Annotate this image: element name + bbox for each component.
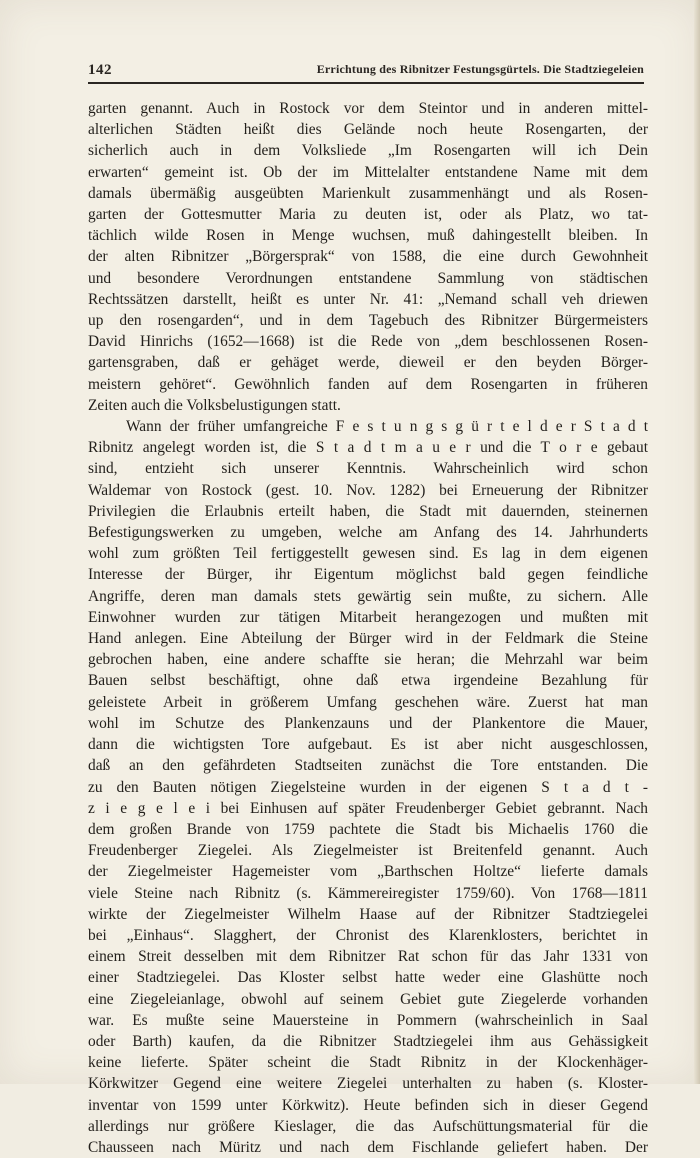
page-number: 142 <box>88 62 112 78</box>
text-line: dem großen Brande von 1759 pachtete die Stadt bis Michaelis 1760 die <box>88 820 648 838</box>
text-line: wohl zum größten Teil fertiggestellt gewesen sind. Es lag in dem eigenen <box>88 545 648 563</box>
text-line: Ribnitz angelegt worden ist, die S t a d t m a u e r und die T o r e gebaut <box>88 439 648 457</box>
text-line: Rechtssätzen darstellt, heißt es unter Nr. 41: „Nemand schall veh driewen <box>88 290 648 308</box>
text-line: sicherlich auch in dem Volksliede „Im Rosengarten will ich Dein <box>88 142 648 160</box>
text-line: gebrochen haben, eine andere schaffte sie heran; die Mehrzahl war beim <box>88 651 648 669</box>
text-line: keine lieferte. Später scheint die Stadt Ribnitz in der Klockenhäger- <box>88 1054 648 1072</box>
text-line: garten genannt. Auch in Rostock vor dem Steintor und in anderen mittel- <box>88 100 648 117</box>
text-line: Einwohner wurden zur tätigen Mitarbeit herangezogen und mußten mit <box>88 608 648 626</box>
text-line: wohl im Schutze des Plankenzauns und der Plankentore die Mauer, <box>88 714 648 732</box>
text-line: Privilegien die Erlaubnis erteilt haben, die Stadt mit dauernden, steinernen <box>88 502 648 520</box>
running-head: Errichtung des Ribnitzer Festungsgürtels. Die Stadtziegeleien <box>316 62 644 76</box>
text-line: Körkwitzer Gegend eine weitere Ziegelei unterhalten zu haben (s. Kloster- <box>88 1075 648 1093</box>
text-line: und besondere Verordnungen entstandene Sammlung von städtischen <box>88 269 648 287</box>
text-line: daß an den gefährdeten Stadtseiten zunächst die Tore entstanden. Die <box>88 757 648 775</box>
text-line: geleistete Arbeit in größerem Umfang geschehen wäre. Zuerst hat man <box>88 693 648 711</box>
body-text <box>88 98 648 1158</box>
text-line: Wann der früher umfangreiche F e s t u n g s g ü r t e l d e r S t a d t <box>126 418 648 436</box>
text-line: war. Es mußte seine Mauersteine in Pommern (wahrscheinlich in Saal <box>88 1011 648 1029</box>
header-rule <box>88 82 644 84</box>
text-line: Interesse der Bürger, ihr Eigentum möglichst bald gegen feindliche <box>88 566 648 584</box>
text-line: allerdings nur größere Kieslager, die das Aufschüttungsmaterial für die <box>88 1117 648 1135</box>
text-line: einem Streit desselben mit dem Ribnitzer Rat schon für das Jahr 1331 von <box>88 948 648 966</box>
text-line: bei „Einhaus“. Slagghert, der Chronist des Klarenklosters, berichtet in <box>88 926 648 944</box>
text-line: der Ziegelmeister Hagemeister vom „Barthschen Holtze“ lieferte damals <box>88 863 648 881</box>
text-line: einer Stadtziegelei. Das Kloster selbst hatte weder eine Glashütte noch <box>88 969 648 987</box>
text-line: der alten Ribnitzer „Börgersprak“ von 1588, die eine durch Gewohnheit <box>88 248 648 266</box>
text-line: Hand anlegen. Eine Abteilung der Bürger wird in der Feldmark die Steine <box>88 630 648 648</box>
text-line: Zeiten auch die Volksbelustigungen statt. <box>88 396 341 414</box>
text-line: eine Ziegeleianlage, obwohl auf seinem Gebiet gute Ziegelerde vorhanden <box>88 990 648 1008</box>
text-line: garten der Gottesmutter Maria zu deuten ist, oder als Platz, wo tat- <box>88 206 648 224</box>
text-line: Chausseen nach Müritz und nach dem Fischlande geliefert haben. Der <box>88 1138 648 1156</box>
text-line: Angriffe, deren man damals stets gewärtig sein mußte, zu sichern. Alle <box>88 587 648 605</box>
text-line: gartensgraben, daß er gehäget werde, dieweil er den beyden Börger- <box>88 354 648 372</box>
paragraph-2 <box>88 416 648 1158</box>
text-line: sind, entzieht sich unserer Kenntnis. Wahrscheinlich wird schon <box>88 460 648 478</box>
text-line: damals übermäßig ausgeübten Marienkult zusammenhängt und als Rosen- <box>88 184 648 202</box>
text-line: Bauen selbst beschäftigt, ohne daß etwa irgendeine Bezahlung für <box>88 672 648 690</box>
text-line: z i e g e l e i bei Einhusen auf später Freudenberger Gebiet gebrannt. Nach <box>88 799 648 817</box>
text-line: alterlichen Städten heißt dies Gelände noch heute Rosengarten, der <box>88 121 648 139</box>
page-header <box>88 60 644 82</box>
text-line: Waldemar von Rostock (gest. 10. Nov. 1282) bei Erneuerung der Ribnitzer <box>88 481 648 499</box>
page-edge <box>694 0 700 1084</box>
text-line: viele Steine nach Ribnitz (s. Kämmereiregister 1759/60). Von 1768—1811 <box>88 884 648 902</box>
text-line: up den rosengarden“, und in dem Tagebuch des Ribnitzer Bürgermeisters <box>88 312 648 330</box>
text-line: zu den Bauten nötigen Ziegelsteine wurden in der eigenen S t a d t - <box>88 778 648 796</box>
text-line: oder Barth) kaufen, da die Ribnitzer Stadtziegelei ihm aus Gehässigkeit <box>88 1032 648 1050</box>
text-line: Freudenberger Ziegelei. Als Ziegelmeister ist Breitenfeld genannt. Auch <box>88 842 648 860</box>
paragraph-1 <box>88 98 648 416</box>
text-line: dann die wichtigsten Tore aufgebaut. Es ist aber nicht ausgeschlossen, <box>88 736 648 754</box>
text-line: tächlich wilde Rosen in Menge wuchsen, muß dahingestellt bleiben. In <box>88 227 648 245</box>
text-line: meistern gehöret“. Gewöhnlich fanden auf dem Rosengarten in früheren <box>88 375 648 393</box>
text-line: inventar von 1599 unter Körkwitz). Heute befinden sich in dieser Gegend <box>88 1096 648 1114</box>
text-line: David Hinrichs (1652—1668) ist die Rede von „dem beschlossenen Rosen- <box>88 333 648 351</box>
text-line: wirkte der Ziegelmeister Wilhelm Haase auf der Ribnitzer Stadtziegelei <box>88 905 648 923</box>
text-line: Befestigungswerken zu umgeben, welche am Anfang des 14. Jahrhunderts <box>88 524 648 542</box>
text-line: erwarten“ gemeint ist. Ob der im Mittelalter entstandene Name mit dem <box>88 163 648 181</box>
